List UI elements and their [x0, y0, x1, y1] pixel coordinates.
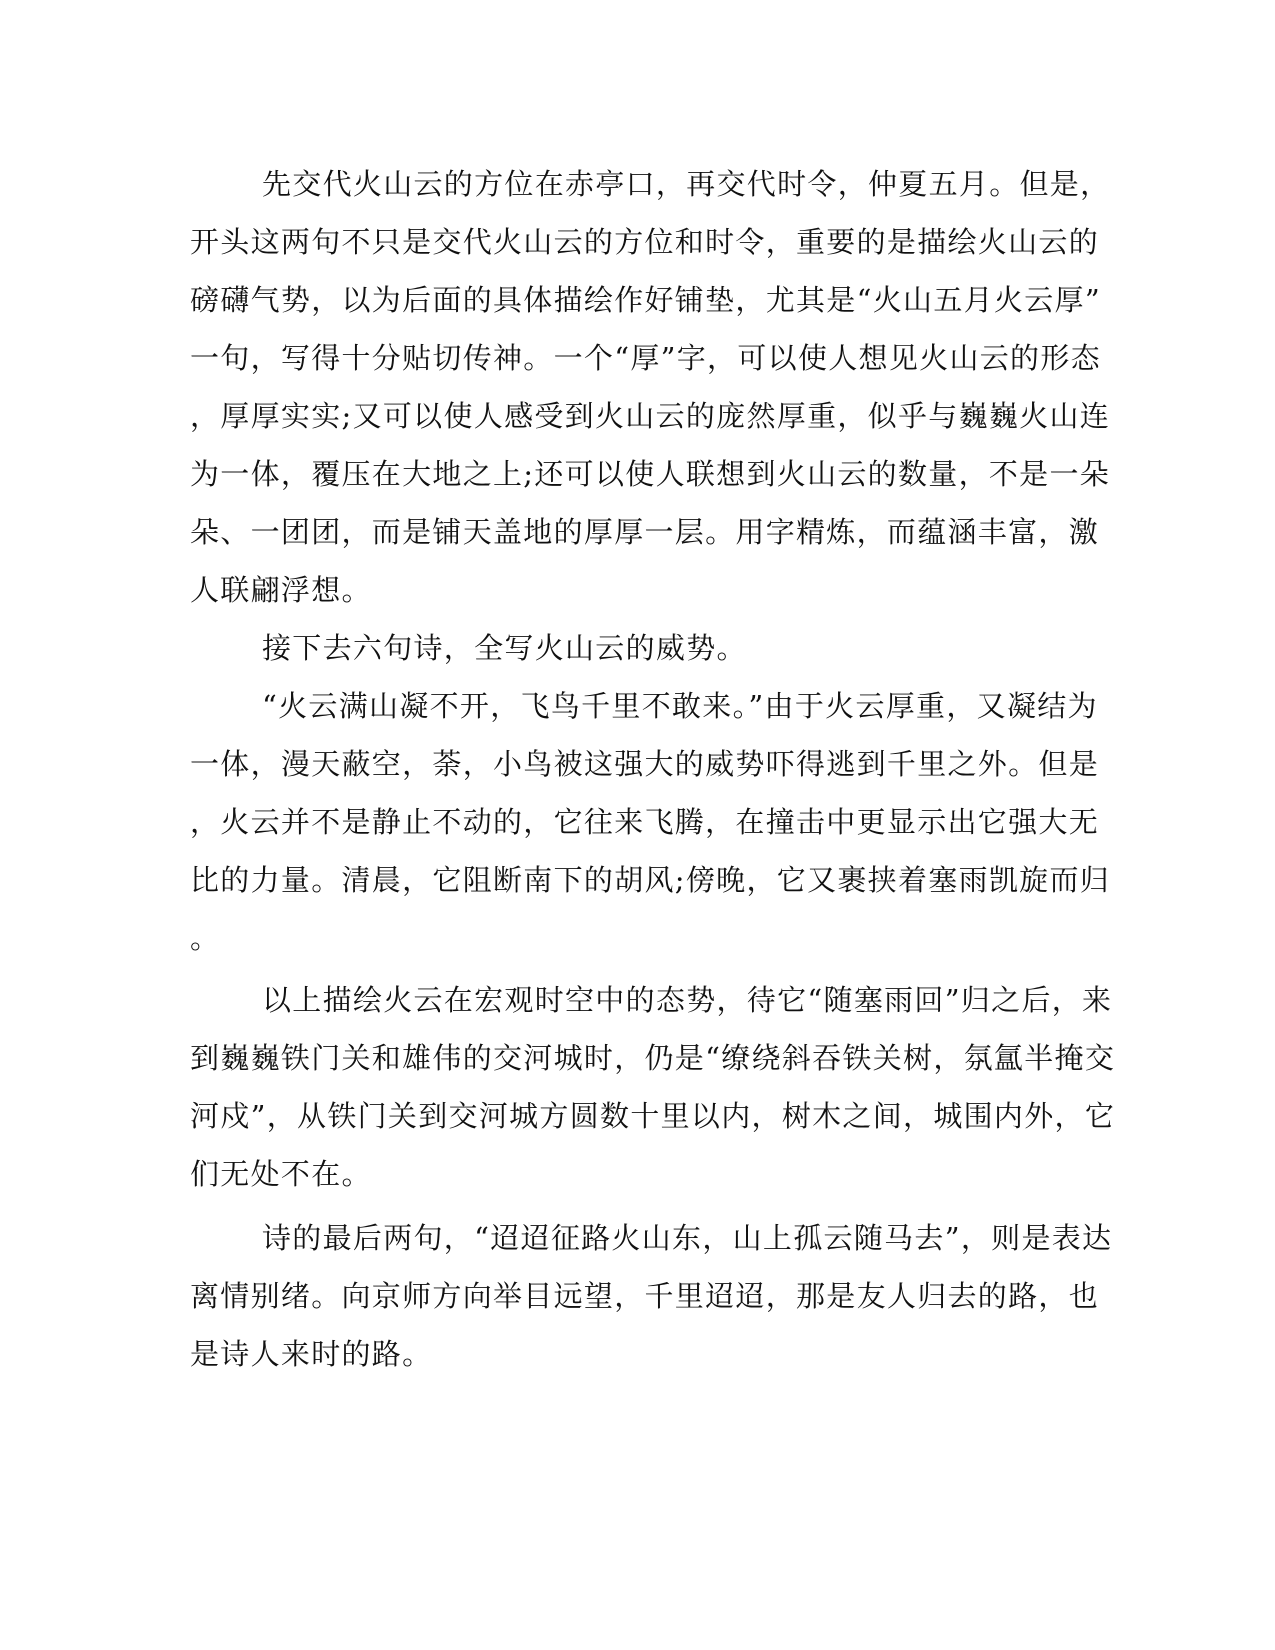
- text-line: 到巍巍铁门关和雄伟的交河城时，仍是“缭绕斜吞铁关树，氛氲半掩交: [190, 1041, 1116, 1075]
- text-line: 离情别绪。向京师方向举目远望，千里迢迢，那是友人归去的路，也: [190, 1279, 1100, 1313]
- text-line: 为一体，覆压在大地之上;还可以使人联想到火山云的数量，不是一朵: [190, 457, 1111, 491]
- text-line: 比的力量。清晨，它阻断南下的胡风;傍晚，它又裹挟着塞雨凯旋而归: [190, 863, 1111, 897]
- text-line: ，火云并不是静止不动的，它往来飞腾，在撞击中更显示出它强大无: [190, 805, 1100, 839]
- text-line: 一体，漫天蔽空，荼，小鸟被这强大的威势吓得逃到千里之外。但是: [190, 747, 1100, 781]
- text-line: 是诗人来时的路。: [190, 1337, 433, 1371]
- text-line: 一句，写得十分贴切传神。一个“厚”字，可以使人想见火山云的形态: [190, 341, 1101, 375]
- text-line: 先交代火山云的方位在赤亭口，再交代时令，仲夏五月。但是，: [262, 167, 1111, 201]
- text-line: 开头这两句不只是交代火山云的方位和时令，重要的是描绘火山云的: [190, 225, 1100, 259]
- text-line: “火云满山凝不开，飞鸟千里不敢来。”由于火云厚重，又凝结为: [262, 689, 1098, 723]
- text-line: 河戍”，从铁门关到交河城方圆数十里以内，树木之间，城围内外，它: [190, 1099, 1116, 1133]
- text-line: ，厚厚实实;又可以使人感受到火山云的庞然厚重，似乎与巍巍火山连: [190, 399, 1111, 433]
- text-line: 朵、一团团，而是铺天盖地的厚厚一层。用字精炼，而蕴涵丰富，激: [190, 515, 1100, 549]
- text-line: 。: [190, 921, 221, 955]
- text-line: 接下去六句诗，全写火山云的威势。: [262, 631, 747, 665]
- text-line: 以上描绘火云在宏观时空中的态势，待它“随塞雨回”归之后，来: [262, 983, 1113, 1017]
- text-line: 诗的最后两句，“迢迢征路火山东，山上孤云随马去”，则是表达: [262, 1221, 1113, 1255]
- text-line: 们无处不在。: [190, 1157, 372, 1191]
- text-line: 磅礴气势，以为后面的具体描绘作好铺垫，尤其是“火山五月火云厚”: [190, 283, 1101, 317]
- text-line: 人联翩浮想。: [190, 573, 372, 607]
